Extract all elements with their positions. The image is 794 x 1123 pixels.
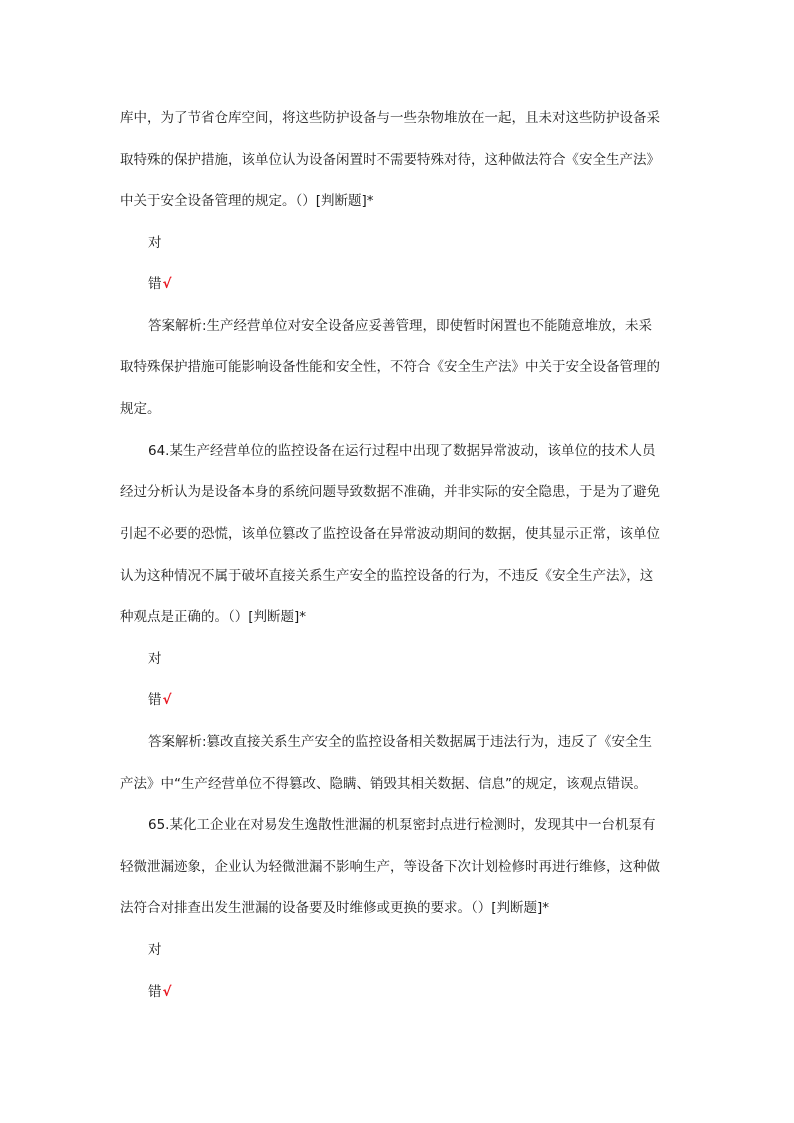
q65-option-true-label: 对	[148, 942, 162, 958]
q64-text-line-4: 认为这种情况不属于破坏直接关系生产安全的监控设备的行为，不违反《安全生产法》，这	[120, 568, 654, 584]
q64-option-false[interactable]	[148, 690, 172, 710]
q63-option-false-label: 错	[148, 276, 162, 292]
q63-explanation-line-1: 答案解析:生产经营单位对安全设备应妥善管理，即使暂时闲置也不能随意堆放，未采	[148, 318, 653, 334]
q65-option-false-label: 错	[148, 984, 162, 1000]
q64-text-line-3: 引起不必要的恐慌，该单位篡改了监控设备在异常波动期间的数据，使其显示正常，该单位	[120, 526, 660, 542]
checkmark-icon: √	[162, 692, 172, 708]
q63-text-line-2: 取特殊的保护措施，该单位认为设备闲置时不需要特殊对待，这种做法符合《安全生产法》	[120, 152, 660, 168]
q63-option-true[interactable]	[148, 233, 162, 253]
q65-text-line-2: 轻微泄漏迹象，企业认为轻微泄漏不影响生产，等设备下次计划检修时再进行维修，这种做	[120, 859, 660, 875]
q64-text-line-5: 种观点是正确的。（）[判断题]*	[120, 609, 307, 625]
q64-option-true-label: 对	[148, 651, 162, 667]
q63-option-false[interactable]	[148, 274, 172, 294]
q63-explanation-line-3: 规定。	[120, 401, 161, 417]
q65-text-line-3: 法符合对排查出发生泄漏的设备要及时维修或更换的要求。（）[判断题]*	[120, 900, 550, 916]
q64-option-true[interactable]	[148, 649, 162, 669]
q63-text-line-1: 库中，为了节省仓库空间，将这些防护设备与一些杂物堆放在一起，且未对这些防护设备采	[120, 110, 660, 126]
q63-text-line-3: 中关于安全设备管理的规定。（）[判断题]*	[120, 193, 374, 209]
q64-option-false-label: 错	[148, 692, 162, 708]
q65-text-line-1: 65.某化工企业在对易发生逸散性泄漏的机泵密封点进行检测时，发现其中一台机泵有	[148, 817, 656, 833]
q64-text-line-1: 64.某生产经营单位的监控设备在运行过程中出现了数据异常波动，该单位的技术人员	[148, 443, 656, 459]
q64-text-line-2: 经过分析认为是设备本身的系统问题导致数据不准确，并非实际的安全隐患，于是为了避免	[120, 484, 660, 500]
checkmark-icon: √	[162, 276, 172, 292]
q63-explanation-line-2: 取特殊保护措施可能影响设备性能和安全性，不符合《安全生产法》中关于安全设备管理的	[120, 359, 660, 375]
q63-option-true-label: 对	[148, 235, 162, 251]
q65-option-false[interactable]	[148, 982, 172, 1002]
checkmark-icon: √	[162, 984, 172, 1000]
q64-explanation-line-2: 产法》中“生产经营单位不得篡改、隐瞒、销毁其相关数据、信息”的规定，该观点错误。	[120, 776, 647, 792]
q64-explanation-line-1: 答案解析:篡改直接关系生产安全的监控设备相关数据属于违法行为，违反了《安全生	[148, 734, 653, 750]
q65-option-true[interactable]	[148, 940, 162, 960]
